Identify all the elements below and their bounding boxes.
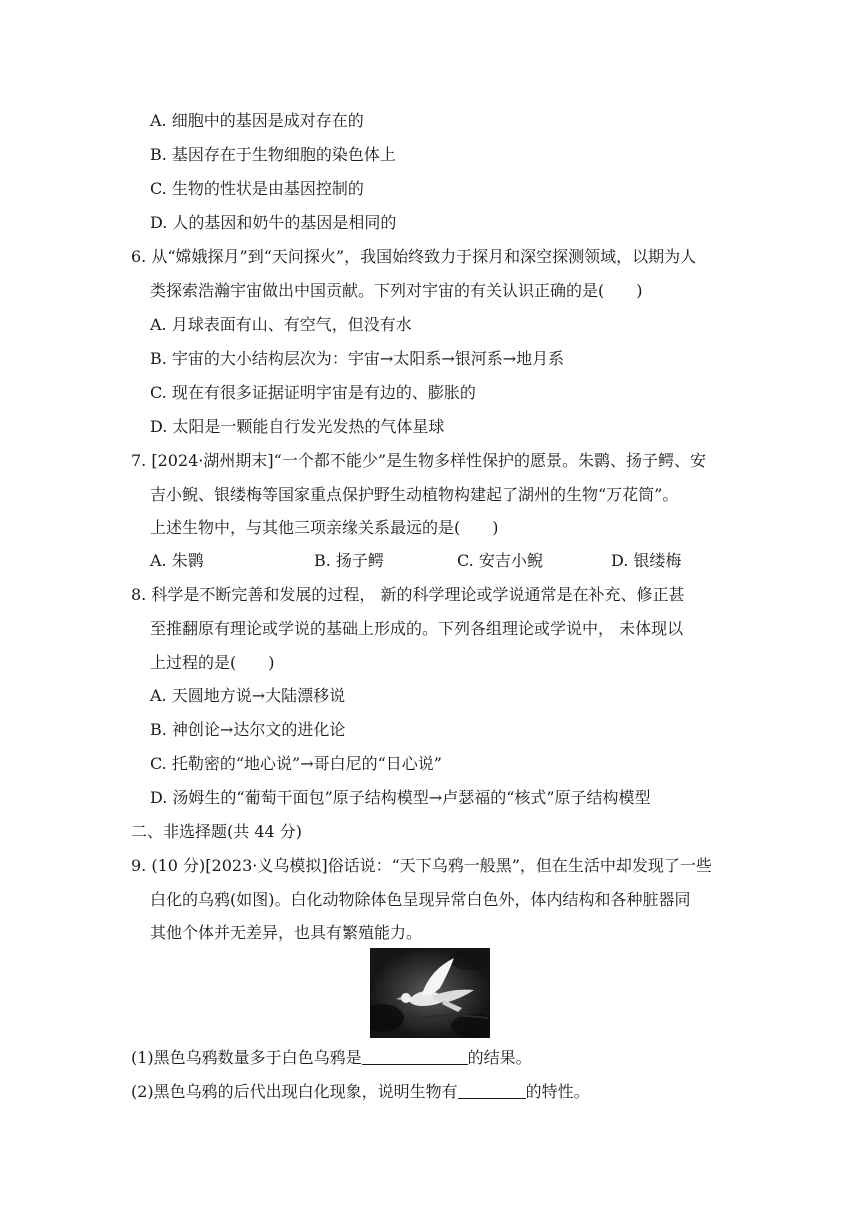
q6-option-d: D. 太阳是一颗能自行发光发热的气体星球 [150,417,445,436]
q7-option-b: B. 扬子鳄 [314,551,384,570]
q8-option-a: A. 天圆地方说→大陆漂移说 [150,686,346,705]
q6-option-c: C. 现在有很多证据证明宇宙是有边的、膨胀的 [150,383,476,402]
white-crow-illustration [370,948,490,1038]
q9-stem-line3: 其他个体并无差异，也具有繁殖能力。 [150,923,423,942]
q7-option-c: C. 安吉小鲵 [457,551,543,570]
q9-sub1-text-pre: (1)黑色乌鸦数量多于白色乌鸦是 [131,1048,362,1067]
q8-stem-line3: 上过程的是( ) [150,653,275,672]
white-crow-photo [370,948,490,1038]
q8-stem-line2: 至推翻原有理论或学说的基础上形成的。下列各组理论或学说中， 未体现以 [150,619,684,638]
q6-stem-line2: 类探索浩瀚宇宙做出中国贡献。下列对宇宙的有关认识正确的是( ) [150,281,643,300]
q9-sub2-answer-blank[interactable] [458,1082,526,1099]
q8-stem-line1: 8. 科学是不断完善和发展的过程， 新的科学理论或学说通常是在补充、修正甚 [131,585,685,604]
q7-option-d: D. 银缕梅 [611,551,682,570]
q9-sub1 [131,1047,532,1069]
q8-option-d: D. 汤姆生的“葡萄干面包”原子结构模型→卢瑟福的“核式”原子结构模型 [150,788,651,807]
q5-option-b: B. 基因存在于生物细胞的染色体上 [150,145,396,164]
q5-option-c: C. 生物的性状是由基因控制的 [150,179,364,198]
q9-stem-line1: 9. (10 分)[2023·义乌模拟]俗话说：“天下乌鸦一般黑”，但在生活中却发现了一些 [131,856,712,875]
q5-option-a: A. 细胞中的基因是成对存在的 [150,111,364,130]
q9-sub1-answer-blank[interactable] [362,1048,468,1065]
q7-stem-line3: 上述生物中，与其他三项亲缘关系最远的是( ) [150,518,499,537]
section-heading-nonchoice: 二、非选择题(共 44 分) [131,822,303,841]
q7-stem-line1: 7. [2024·湖州期末]“一个都不能少”是生物多样性保护的愿景。朱鹮、扬子鳄、安 [131,451,707,470]
q9-sub2 [131,1081,590,1103]
q9-sub1-text-post: 的结果。 [467,1048,532,1067]
q9-sub2-text-pre: (2)黑色乌鸦的后代出现白化现象，说明生物有 [131,1082,458,1101]
q6-stem-line1: 6. 从“嫦娥探月”到“天问探火”，我国始终致力于探月和深空探测领域，以期为人 [131,247,697,266]
q9-sub2-text-post: 的特性。 [525,1082,590,1101]
q6-option-a: A. 月球表面有山、有空气，但没有水 [150,315,412,334]
q6-option-b: B. 宇宙的大小结构层次为：宇宙→太阳系→银河系→地月系 [150,349,565,368]
q7-stem-line2: 吉小鲵、银缕梅等国家重点保护野生动植物构建起了湖州的生物“万花筒”。 [150,485,679,504]
q5-option-d: D. 人的基因和奶牛的基因是相同的 [150,213,397,232]
q9-stem-line2: 白化的乌鸦(如图)。白化动物除体色呈现异常白色外，体内结构和各种脏器同 [150,890,691,909]
q7-option-a: A. 朱鹮 [150,551,204,570]
q8-option-c: C. 托勒密的“地心说”→哥白尼的“日心说” [150,754,442,773]
q8-option-b: B. 神创论→达尔文的进化论 [150,720,346,739]
